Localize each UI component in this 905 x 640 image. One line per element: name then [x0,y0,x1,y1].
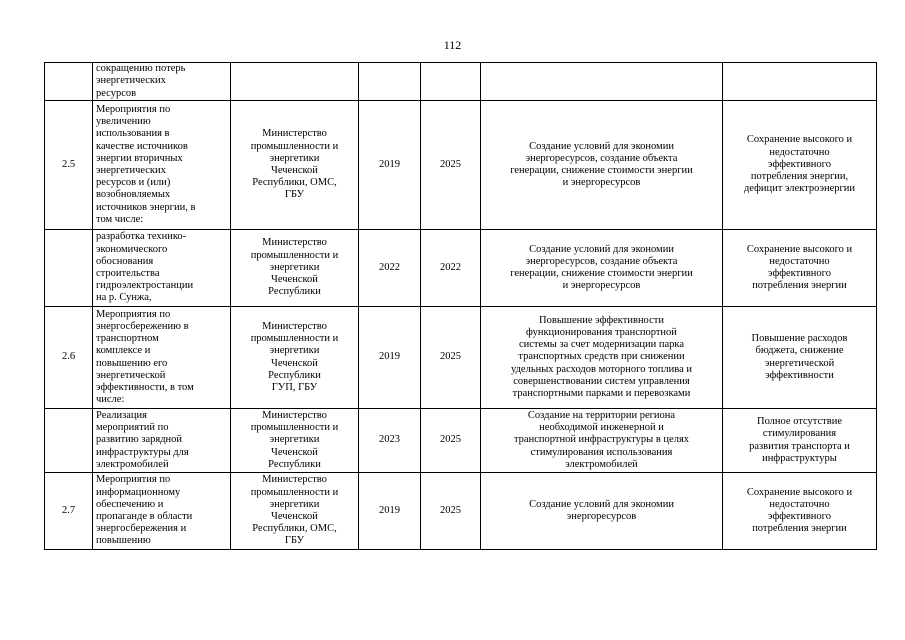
start-year: 2023 [359,409,421,473]
measure-name: Мероприятия по информационному обеспечению и пропаганде в области энергосбережения и повышению [93,473,231,550]
table-row [45,473,877,550]
end-year [421,63,481,101]
table-row [45,307,877,409]
non-implementation-risk: Сохранение высокого и недостаточно эффективного потребления энергии [723,230,877,307]
measure-name: разработка технико- экономического обоснования строительства гидроэлектростанции на р. Сунжа, [93,230,231,307]
measure-name: Мероприятия по энергосбережению в транспортном комплексе и повышению его энергетической эффективности, в том числе: [93,307,231,409]
non-implementation-risk: Сохранение высокого и недостаточно эффективного потребления энергии [723,473,877,550]
executor [231,63,359,101]
row-number: 2.6 [45,307,93,409]
expected-result: Создание условий для экономии энергоресурсов [481,473,723,550]
row-number [45,230,93,307]
start-year: 2019 [359,473,421,550]
measure-name: Мероприятия по увеличению использования в качестве источников энергии вторичных энергетических ресурсов и (или) возобновляемых источников энергии, в том числе: [93,101,231,230]
table-row [45,101,877,230]
executor: Министерство промышленности и энергетики Чеченской Республики [231,409,359,473]
expected-result: Создание на территории региона необходимой инженерной и транспортной инфраструктуры в целях стимулирования использования электромобилей [481,409,723,473]
measure-name: сокращению потерь энергетических ресурсов [93,63,231,101]
table-row [45,409,877,473]
start-year: 2019 [359,101,421,230]
executor: Министерство промышленности и энергетики Чеченской Республики, ОМС, ГБУ [231,473,359,550]
executor: Министерство промышленности и энергетики Чеченской Республики [231,230,359,307]
executor: Министерство промышленности и энергетики Чеченской Республики ГУП, ГБУ [231,307,359,409]
start-year [359,63,421,101]
row-number: 2.7 [45,473,93,550]
measures-table [44,62,877,550]
executor: Министерство промышленности и энергетики Чеченской Республики, ОМС, ГБУ [231,101,359,230]
end-year: 2025 [421,101,481,230]
row-number: 2.5 [45,101,93,230]
measure-name: Реализация мероприятий по развитию зарядной инфраструктуры для электромобилей [93,409,231,473]
start-year: 2019 [359,307,421,409]
table-row [45,63,877,101]
start-year: 2022 [359,230,421,307]
expected-result: Создание условий для экономии энергоресурсов, создание объекта генерации, снижение стоимости энергии и энергоресурсов [481,101,723,230]
end-year: 2025 [421,409,481,473]
row-number [45,409,93,473]
end-year: 2025 [421,307,481,409]
non-implementation-risk [723,63,877,101]
non-implementation-risk: Повышение расходов бюджета, снижение энергетической эффективности [723,307,877,409]
end-year: 2022 [421,230,481,307]
end-year: 2025 [421,473,481,550]
expected-result [481,63,723,101]
table-row [45,230,877,307]
row-number [45,63,93,101]
expected-result: Создание условий для экономии энергоресурсов, создание объекта генерации, снижение стоимости энергии и энергоресурсов [481,230,723,307]
non-implementation-risk: Сохранение высокого и недостаточно эффективного потребления энергии, дефицит электроэнергии [723,101,877,230]
expected-result: Повышение эффективности функционирования транспортной системы за счет модернизации парка транспортных средств при снижении удельных расходов моторного топлива и совершенствовании систем управления транспортными парками и перевозками [481,307,723,409]
page-number: 112 [443,38,462,52]
non-implementation-risk: Полное отсутствие стимулирования развития транспорта и инфраструктуры [723,409,877,473]
